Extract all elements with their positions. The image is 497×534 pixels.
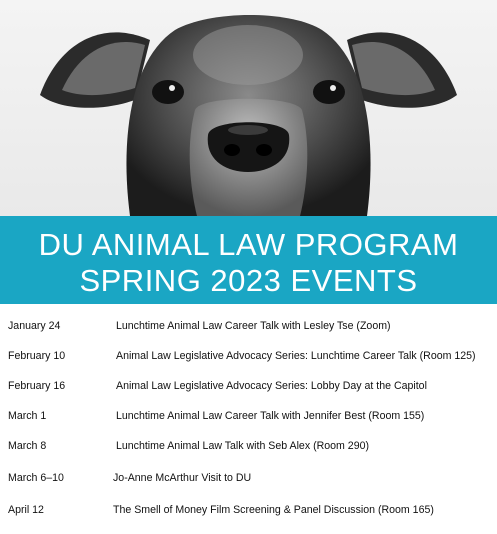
- dog-face-icon: [0, 0, 497, 216]
- event-row: [0, 500, 497, 520]
- event-row: [0, 316, 497, 336]
- event-date: March 6–10: [8, 472, 64, 484]
- event-title: Animal Law Legislative Advocacy Series: Lunchtime Career Talk (Room 125): [116, 350, 476, 362]
- event-title: The Smell of Money Film Screening & Panel Discussion (Room 165): [113, 504, 434, 516]
- event-date: March 8: [8, 440, 47, 452]
- event-row: [0, 406, 497, 426]
- event-date: April 12: [8, 504, 44, 516]
- banner-title-line-1: DU ANIMAL LAW PROGRAM: [38, 227, 459, 262]
- title-banner: [0, 216, 497, 304]
- event-title: Lunchtime Animal Law Career Talk with Jennifer Best (Room 155): [116, 410, 425, 422]
- event-title: Jo-Anne McArthur Visit to DU: [113, 472, 252, 484]
- event-date: March 1: [8, 410, 47, 422]
- dog-photo: [0, 0, 497, 216]
- banner-title-line-2: SPRING 2023 EVENTS: [79, 263, 418, 298]
- events-list: [0, 304, 497, 534]
- event-row: [0, 436, 497, 456]
- event-row: [0, 468, 497, 488]
- event-title: Animal Law Legislative Advocacy Series: Lobby Day at the Capitol: [116, 380, 427, 392]
- event-title: Lunchtime Animal Law Talk with Seb Alex (Room 290): [116, 440, 370, 452]
- event-date: February 10: [8, 350, 66, 362]
- event-date: February 16: [8, 380, 66, 392]
- event-row: [0, 376, 497, 396]
- event-row: [0, 346, 497, 366]
- event-date: January 24: [8, 320, 61, 332]
- event-title: Lunchtime Animal Law Career Talk with Lesley Tse (Zoom): [116, 320, 391, 332]
